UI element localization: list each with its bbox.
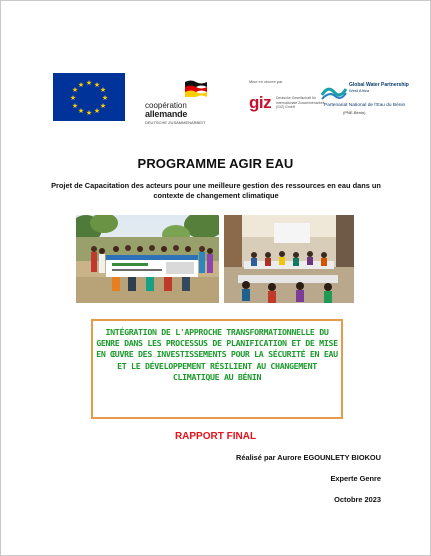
eu-flag-icon bbox=[53, 73, 125, 121]
report-title-box bbox=[91, 319, 343, 419]
partner-logos bbox=[53, 73, 409, 125]
giz-mark: giz bbox=[249, 93, 272, 112]
germany-flag-icon bbox=[185, 79, 207, 97]
coop-line-1: coopération bbox=[145, 101, 187, 110]
svg-text:★: ★ bbox=[77, 81, 85, 89]
gwp-wave-icon bbox=[321, 83, 347, 101]
svg-text:★: ★ bbox=[71, 86, 79, 94]
gwp-name: Global Water Partnership West Africa bbox=[349, 82, 409, 93]
coop-line-3: DEUTSCHE ZUSAMMENARBEIT bbox=[145, 120, 206, 125]
svg-text:★: ★ bbox=[77, 107, 85, 115]
cooperation-allemande-logo bbox=[145, 79, 237, 125]
giz-implemented-label: Mise en œuvre par bbox=[249, 79, 283, 84]
svg-text:★: ★ bbox=[85, 79, 93, 87]
svg-text:★: ★ bbox=[93, 81, 101, 89]
report-main-title: INTÉGRATION DE L'APPROCHE TRANSFORMATIONNELLE DU GENRE DANS LES PROCESSUS DE PLANIFICATION ET DE MISE EN ŒUVRE DES INVESTISSEMENTS POUR LA SÉCURITÉ EN EAU ET LE DÉVELOPPEMENT RÉSILIENT AU CHANGEMENT CLIMATIQUE AU BÉNIN bbox=[96, 327, 338, 382]
workshop-photo-indoor bbox=[224, 215, 354, 303]
report-label: RAPPORT FINAL bbox=[174, 431, 257, 442]
report-date: Octobre 2023 bbox=[334, 495, 381, 504]
svg-text:★: ★ bbox=[71, 102, 79, 110]
giz-subtitle: Deutsche Gesellschaft für Internationale Zusammenarbeit (GIZ) GmbH bbox=[276, 96, 325, 109]
svg-text:★: ★ bbox=[99, 102, 107, 110]
group-photo-outdoor bbox=[76, 215, 219, 303]
coop-line-2: allemande bbox=[145, 109, 188, 119]
svg-text:★: ★ bbox=[85, 109, 93, 117]
author-role: Experte Genre bbox=[330, 474, 381, 483]
svg-text:★: ★ bbox=[101, 94, 109, 102]
gwp-logo bbox=[321, 81, 431, 121]
giz-logo bbox=[249, 79, 329, 119]
svg-text:★: ★ bbox=[93, 107, 101, 115]
gwp-partner: Partenariat National de l'Eau du Bénin bbox=[324, 103, 406, 108]
svg-text:★: ★ bbox=[99, 86, 107, 94]
gwp-short: (PNE-Bénin) bbox=[343, 110, 366, 115]
author-line: Réalisé par Aurore EGOUNLETY BIOKOU bbox=[236, 453, 381, 462]
program-title: PROGRAMME AGIR EAU bbox=[137, 156, 294, 171]
svg-text:★: ★ bbox=[69, 94, 77, 102]
project-subtitle: Projet de Capacitation des acteurs pour une meilleure gestion des ressources en eau dans un contexte de changement climatique bbox=[51, 181, 381, 200]
